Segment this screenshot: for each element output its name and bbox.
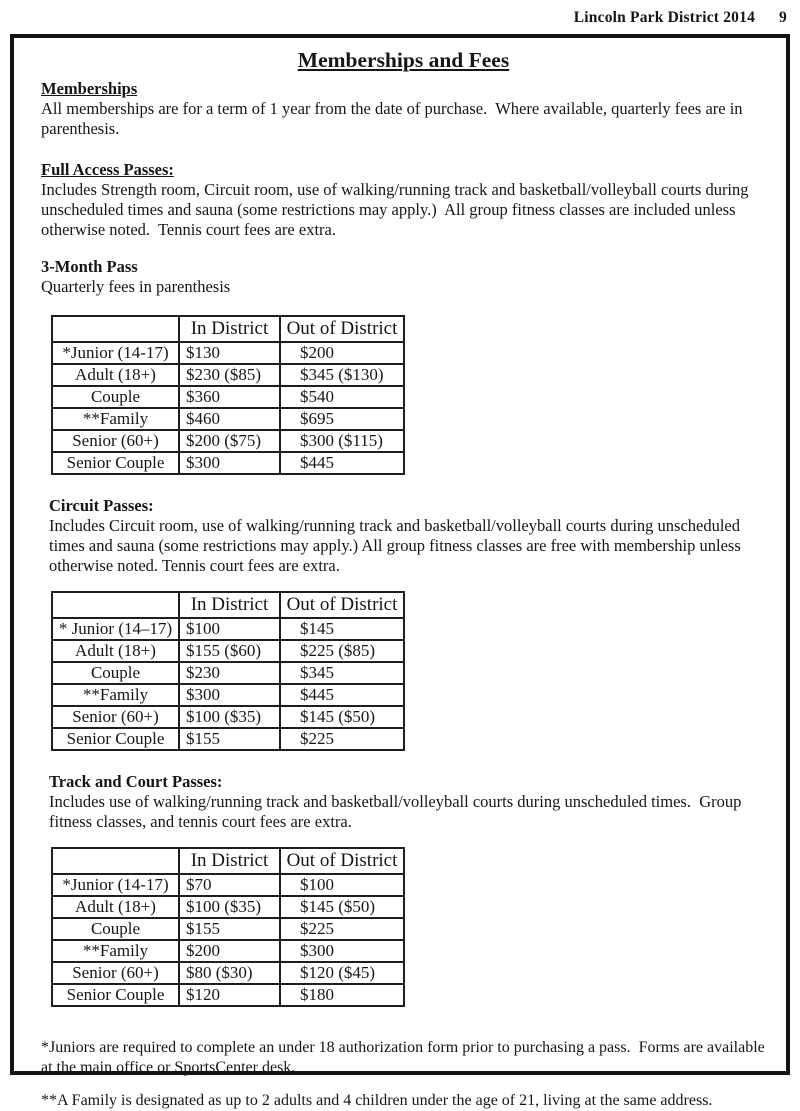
fee-table-row	[52, 386, 404, 408]
fee-cell: $225	[280, 728, 404, 750]
fee-table-row	[52, 618, 404, 640]
category-cell: Couple	[52, 918, 179, 940]
category-cell: Adult (18+)	[52, 640, 179, 662]
fee-cell: $300	[179, 684, 280, 706]
fee-table-row	[52, 452, 404, 474]
fee-cell: $300	[179, 452, 280, 474]
category-cell: Senior (60+)	[52, 962, 179, 984]
circuit-passes-heading: Circuit Passes:	[49, 496, 154, 515]
category-cell: Couple	[52, 662, 179, 684]
fee-table-row	[52, 918, 404, 940]
footnote-family: **A Family is designated as up to 2 adults and 4 children under the age of 21, living at the same address.	[41, 1092, 713, 1109]
footnote-juniors: *Juniors are required to complete an under 18 authorization form prior to purchasing a pass. Forms are available at the main office or SportsCenter desk.	[41, 1039, 769, 1076]
fee-cell: $70	[179, 874, 280, 896]
fee-cell: $460	[179, 408, 280, 430]
blank-header-cell	[52, 848, 179, 874]
category-cell: Senior Couple	[52, 452, 179, 474]
fee-table-row	[52, 962, 404, 984]
column-header: Out of District	[280, 848, 404, 874]
fee-table-row	[52, 662, 404, 684]
fee-cell: $695	[280, 408, 404, 430]
section-memberships	[41, 79, 766, 139]
category-cell: Adult (18+)	[52, 896, 179, 918]
fee-table-row	[52, 896, 404, 918]
fee-cell: $120	[179, 984, 280, 1006]
section-full-access	[41, 160, 766, 240]
fee-cell: $225	[280, 918, 404, 940]
page-header	[574, 9, 787, 27]
fee-table-row	[52, 940, 404, 962]
blank-header-cell	[52, 316, 179, 342]
category-cell: **Family	[52, 940, 179, 962]
page-number: 9	[779, 9, 787, 26]
fee-table-row	[52, 342, 404, 364]
track-court-passes-heading: Track and Court Passes:	[49, 772, 223, 791]
fee-cell: $200	[179, 940, 280, 962]
fee-cell: $230	[179, 662, 280, 684]
fee-table-row	[52, 640, 404, 662]
fee-cell: $155	[179, 728, 280, 750]
fee-cell: $100	[280, 874, 404, 896]
blank-header-cell	[52, 592, 179, 618]
memberships-body: All memberships are for a term of 1 year from the date of purchase. Where available, quarterly fees are in parenthesis.	[41, 99, 747, 138]
category-cell: Senior Couple	[52, 984, 179, 1006]
category-cell: **Family	[52, 684, 179, 706]
category-cell: *Junior (14-17)	[52, 342, 179, 364]
fee-table-row	[52, 706, 404, 728]
fee-table-row	[52, 430, 404, 452]
fee-cell: $100	[179, 618, 280, 640]
fee-table-header-row	[52, 848, 404, 874]
fee-table-header-row	[52, 592, 404, 618]
category-cell: Senior (60+)	[52, 430, 179, 452]
fee-cell: $540	[280, 386, 404, 408]
fee-cell: $445	[280, 452, 404, 474]
column-header: In District	[179, 316, 280, 342]
section-track-court-passes	[49, 772, 766, 832]
circuit-fee-table	[51, 591, 405, 751]
column-header: Out of District	[280, 592, 404, 618]
fee-cell: $180	[280, 984, 404, 1006]
fee-table-row	[52, 874, 404, 896]
track-court-fee-table	[51, 847, 405, 1007]
fee-cell: $345 ($130)	[280, 364, 404, 386]
fee-cell: $225 ($85)	[280, 640, 404, 662]
track-court-passes-body: Includes use of walking/running track and basketball/volleyball courts during unscheduled times. Group fitness classes, and tennis court fees are extra.	[49, 792, 746, 831]
fee-cell: $200	[280, 342, 404, 364]
fee-cell: $300	[280, 940, 404, 962]
fee-table-row	[52, 364, 404, 386]
fee-table-row	[52, 408, 404, 430]
category-cell: Couple	[52, 386, 179, 408]
circuit-passes-body: Includes Circuit room, use of walking/running track and basketball/volleyball courts during unscheduled times and sauna (some restrictions may apply.) All group fitness classes are free with membership unless otherwise noted. Tennis court fees are extra.	[49, 516, 745, 575]
column-header: In District	[179, 848, 280, 874]
fee-cell: $100 ($35)	[179, 896, 280, 918]
full-access-fee-table	[51, 315, 405, 475]
fee-table-header-row	[52, 316, 404, 342]
fee-table-row	[52, 684, 404, 706]
fee-cell: $155	[179, 918, 280, 940]
fee-cell: $80 ($30)	[179, 962, 280, 984]
fee-cell: $145 ($50)	[280, 706, 404, 728]
category-cell: * Junior (14–17)	[52, 618, 179, 640]
fee-cell: $360	[179, 386, 280, 408]
full-access-body: Includes Strength room, Circuit room, use of walking/running track and basketball/volleyball courts during unscheduled times and sauna (some restrictions may apply.) All group fitness classes are included unless otherwise noted. Tennis court fees are extra.	[41, 180, 753, 239]
category-cell: **Family	[52, 408, 179, 430]
category-cell: Senior (60+)	[52, 706, 179, 728]
fee-cell: $155 ($60)	[179, 640, 280, 662]
fee-cell: $130	[179, 342, 280, 364]
fee-cell: $100 ($35)	[179, 706, 280, 728]
column-header: Out of District	[280, 316, 404, 342]
section-three-month-pass	[41, 257, 766, 297]
fee-cell: $230 ($85)	[179, 364, 280, 386]
fee-cell: $200 ($75)	[179, 430, 280, 452]
fee-cell: $345	[280, 662, 404, 684]
three-month-pass-note: Quarterly fees in parenthesis	[41, 277, 231, 296]
category-cell: *Junior (14-17)	[52, 874, 179, 896]
fee-cell: $120 ($45)	[280, 962, 404, 984]
category-cell: Adult (18+)	[52, 364, 179, 386]
fee-cell: $300 ($115)	[280, 430, 404, 452]
column-header: In District	[179, 592, 280, 618]
fee-cell: $445	[280, 684, 404, 706]
district-header-text: Lincoln Park District 2014	[573, 9, 756, 26]
memberships-heading: Memberships	[41, 79, 138, 98]
fee-table-row	[52, 984, 404, 1006]
page-border-frame	[10, 34, 790, 1109]
fee-cell: $145	[280, 618, 404, 640]
page-title: Memberships and Fees	[297, 48, 510, 72]
category-cell: Senior Couple	[52, 728, 179, 750]
full-access-heading: Full Access Passes:	[41, 160, 174, 179]
fee-table-row	[52, 728, 404, 750]
section-circuit-passes	[49, 496, 766, 576]
fee-cell: $145 ($50)	[280, 896, 404, 918]
three-month-pass-heading: 3-Month Pass	[41, 257, 138, 276]
